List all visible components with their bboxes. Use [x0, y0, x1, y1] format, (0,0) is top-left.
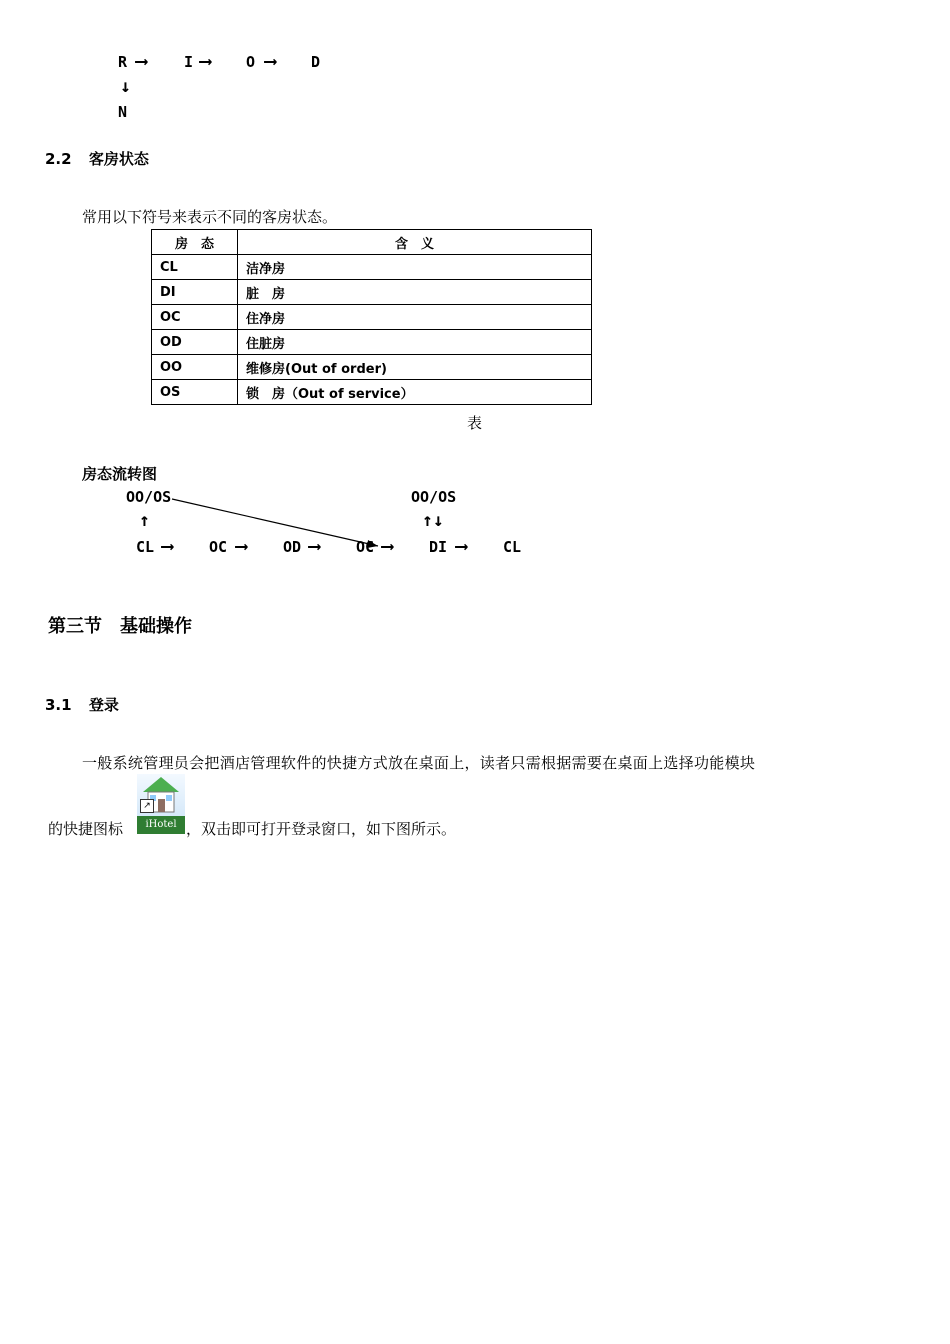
paragraph-line-2-suffix: ，双击即可打开登录窗口，如下图所示。: [186, 820, 457, 838]
flow1-r: R: [118, 53, 128, 71]
flow1-d: D: [311, 53, 321, 71]
status-meaning: 维修房(Out of order): [238, 355, 592, 380]
flow1-arrow-down: ↓: [120, 76, 131, 97]
flow2-node-oc: OC: [209, 538, 228, 556]
flow2-node-di: DI: [429, 538, 448, 556]
status-meaning: 锁 房（Out of service）: [238, 380, 592, 405]
header-meaning: 含 义: [238, 230, 592, 255]
diagonal-connector: [172, 499, 378, 546]
flow2-arrow: ⟶: [382, 536, 393, 557]
section-3-1-heading: [45, 694, 119, 715]
flow2-arrow: ⟶: [309, 536, 320, 557]
status-meaning: 住净房: [238, 305, 592, 330]
flow2-title: 房态流转图: [82, 465, 158, 483]
flow1-n: N: [118, 103, 128, 121]
status-meaning: 住脏房: [238, 330, 592, 355]
flow2-arrow: ⟶: [456, 536, 467, 557]
shortcut-arrow-icon: ↗: [140, 799, 154, 813]
flow2-up-arrow: ↑: [139, 510, 150, 531]
flow1-arrow-3: ⟶: [265, 51, 276, 72]
icon-label: iHotel: [137, 816, 185, 834]
status-code: OD: [152, 330, 238, 355]
flow1-o: O: [246, 53, 256, 71]
flow1-arrow-1: ⟶: [136, 51, 147, 72]
section-3-heading: 第三节 基础操作: [48, 616, 192, 637]
flow1-i: I: [184, 53, 194, 71]
flow2-node-cl: CL: [136, 538, 155, 556]
flow2-node-od: OD: [283, 538, 302, 556]
flow2-oo-os-right: OO/OS: [411, 488, 457, 506]
table-caption: 表: [467, 414, 483, 432]
status-meaning: 脏 房: [238, 280, 592, 305]
flow2-arrow: ⟶: [162, 536, 173, 557]
paragraph-line-1: 一般系统管理员会把酒店管理软件的快捷方式放在桌面上，读者只需根据需要在桌面上选择功能模块: [82, 754, 756, 772]
header-status: 房 态: [152, 230, 238, 255]
status-code: DI: [152, 280, 238, 305]
flow2-updown-arrow: ↑↓: [422, 510, 444, 531]
section-title: 登录: [88, 696, 119, 714]
flow2-oo-os-left: OO/OS: [126, 488, 172, 506]
flow1-arrow-2: ⟶: [200, 51, 211, 72]
section-title: 客房状态: [88, 150, 149, 168]
flow2-node-cl-2: CL: [503, 538, 522, 556]
status-code: CL: [152, 255, 238, 280]
status-meaning: 洁净房: [238, 255, 592, 280]
section-number: 3.1: [45, 696, 72, 714]
ihotel-shortcut-icon[interactable]: [137, 774, 185, 834]
paragraph-line-2-prefix: 的快捷图标: [48, 820, 124, 838]
status-code: OC: [152, 305, 238, 330]
section-number: 2.2: [45, 150, 72, 168]
table-intro: 常用以下符号来表示不同的客房状态。: [82, 208, 338, 226]
status-code: OO: [152, 355, 238, 380]
status-code: OS: [152, 380, 238, 405]
flow2-arrow: ⟶: [236, 536, 247, 557]
flow2-node-oc-2: OC: [356, 538, 375, 556]
